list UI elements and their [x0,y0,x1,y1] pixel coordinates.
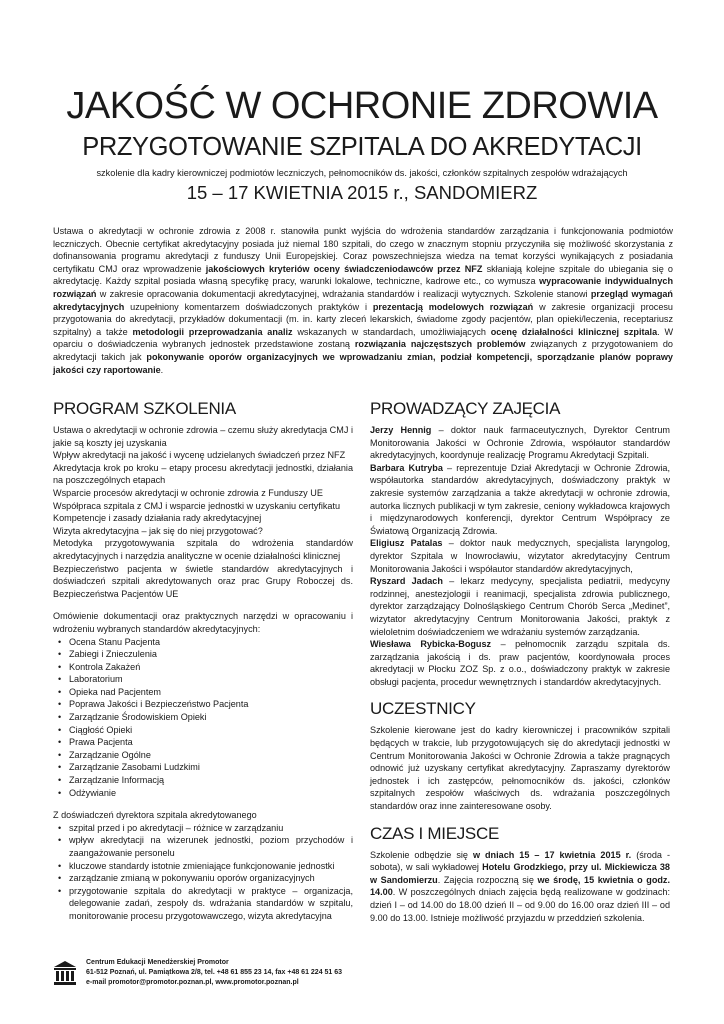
list-item: • przygotowanie szpitala do akredytacji w praktyce – organizacja, delegowanie zadań, zespoły ds. wdrażania standardów w szpitalu, monitorowanie procesu przygotowawczego, wizyta akredytacyjna [53,885,353,923]
main-subtitle: PRZYGOTOWANIE SZPITALA DO AKREDYTACJI [82,133,642,161]
trainer-item: Barbara Kutryba – reprezentuje Dział Akredytacji w Ochronie Zdrowia, współautorka standardów akredytacyjnych, doświadczony praktyk w zakresie systemów zarządzania a także akredytacji w ochronie zdrowia, autorka licznych publikacji w tym zakresie, ceniony wykładowca krajowych i międzynarodowych konferencji, dyrektor Centrum Współpracy ze Światową Organizacją Zdrowia. [370,462,670,536]
footer-contact: e-mail promotor@promotor.poznan.pl, www.promotor.poznan.pl [86,979,299,986]
trainers-heading: PROWADZĄCY ZAJĘCIA [370,399,561,418]
program-line: Współpraca szpitala z CMJ i wsparcie jednostki w uzyskaniu certyfikatu [53,500,341,511]
list-item: • Ciągłość Opieki [53,724,353,737]
trainer-item: Eligiusz Patalas – doktor nauk medycznych, specjalista laryngolog, dyrektor Szpitala w Inowrocławiu, wizytator akredytacyjny Centrum Monitorowania Jakości i współautor standardów akredytacyjnych, [370,538,670,574]
list-item: • Zabiegi i Znieczulenia [53,648,353,661]
trainer-name: Wiesława Rybicka-Bogusz [370,639,492,650]
docs-intro: Omówienie dokumentacji oraz praktycznych narzędzi w opracowaniu i wdrożeniu wybranych standardów akredytacyjnych: [53,611,353,634]
list-item: • zarządzanie zmianą w pokonywaniu oporów organizacyjnych [53,872,353,885]
program-line: Metodyka przygotowywania szpitala do wdrożenia standardów akredytacyjnych i narzędzia analityczne w ocenie działalności klinicznej [53,538,353,561]
intro-paragraph: Ustawa o akredytacji w ochronie zdrowia z 2008 r. stanowiła punkt wyjścia do wdrożenia standardów zarządzania i funkcjonowania podmiotów leczniczych. Obecnie certyfikat akredytacyjny posiada już niemal 180 szpitali, do czego w znacznym stopniu przyczyniła się możliwość skorzystania z dofinansowania programu akredytacji z funduszy Unii Europejskiej. Coraz powszechniejsza wiedza na temat korzyści wynikających z posiadania certyfikatu CMJ oraz wprowadzenie jakościowych kryteriów oceny świadczeniodawców przez NFZ skłaniają kolejne szpitale do ubiegania się o akredytację. Każdy szpital posiada własną specyfikę pracy, warunki lokalowe, techniczne, kadrowe etc., co wymusza wypracowanie indywidualnych rozwiązań w zakresie opracowania dokumentacji akredytacyjnej, wdrażania standardów i realizacji wytycznych. Szkolenie stanowi przegląd wymagań akredytacyjnych uzupełniony komentarzem doświadczonych praktyków i prezentacją modelowych rozwiązań w zakresie organizacji procesu przygotowania do akredytacji, przykładów dokumentacji (m. in. karty zleceń lekarskich, świadome zgody pacjentów, plan opieki/leczenia, receptariusz szpitalny) a także metodologii przeprowadzania analiz wskazanych w standardach, umożliwiających ocenę działalności klinicznej szpitala. W oparciu o doświadczenia wybranych jednostek przedstawione zostaną rozwiązania najczęstszych problemów związanych z przygotowaniem do akredytacji takich jak pokonywanie oporów organizacyjnych we wprowadzaniu zmian, podział kompetencji, sporządzanie planów poprawy jakości czy raportowanie. [53,226,674,375]
info-column [370,398,670,924]
list-item: • Odżywianie [53,787,353,800]
trainer-name: Eligiusz Patalas [370,538,443,549]
footer [53,958,453,998]
trainer-name: Barbara Kutryba [370,462,443,473]
program-line: Ustawa o akredytacji w ochronie zdrowia – czemu służy akredytacja CMJ i jakie są koszty jej uzyskania [53,425,353,448]
participants-text: Szkolenie kierowane jest do kadry kierowniczej i pracowników szpitali będących w trakcie, lub przygotowujących się do akredytacji jednostki w Centrum Monitorowania Jakości w Ochronie Zdrowia a także pragnących odnowić już uzyskany certyfikat akredytacyjny. Zapraszamy dyrektorów jednostek i ich zastępców, pełnomocników ds. jakości, członków szpitalnych zespołów właściwych ds. wdrażania poszczególnych standardów oraz inne zainteresowane osoby. [370,725,670,812]
list-item: • Zarządzanie Zasobami Ludzkimi [53,761,353,774]
trainer-item: Jerzy Hennig – doktor nauk farmaceutycznych, Dyrektor Centrum Monitorowania Jakości w Ochronie Zdrowia, współautor standardów akredytacyjnych, koordynuje realizację Programu Akredytacji Szpitali. [370,425,670,461]
list-item: • Opieka nad Pacjentem [53,686,353,699]
list-item: • Poprawa Jakości i Bezpieczeństwo Pacjenta [53,698,353,711]
trainer-name: Ryszard Jadach [370,576,443,587]
program-line: Kompetencje i zasady działania rady akredytacyjnej [53,513,262,524]
experience-intro: Z doświadczeń dyrektora szpitala akredytowanego [53,810,257,821]
list-item: • Zarządzanie Ogólne [53,749,353,762]
time-place-text: Szkolenie odbędzie się w dniach 15 – 17 kwietnia 2015 r. (środa - sobota), w sali wykładowej Hotelu Grodzkiego, przy ul. Mickiewicza 38 w Sandomierzu. Zajęcia rozpoczną się we środę, 15 kwietnia o godz. 14.00. W poszczególnych dniach zajęcia będą realizowane w godzinach: dzień I – od 14.00 do 18.00 dzień II – od 9.00 do 16.00 oraz dzień III – od 9.00 do 13.00. Istnieje możliwość przyjazdu w przeddzień szkolenia. [370,849,671,923]
list-item: • kluczowe standardy istotnie zmieniające funkcjonowanie jednostki [53,860,353,873]
list-item: • Prawa Pacjenta [53,736,353,749]
program-line: Wpływ akredytacji na jakość i wycenę udzielanych świadczeń przez NFZ [53,450,346,461]
list-item: • Zarządzanie Środowiskiem Opieki [53,711,353,724]
trainer-item: Wiesława Rybicka-Bogusz – pełnomocnik zarządu szpitala ds. zarządzania jakością i ds. praw pacjentów, koordynowała proces akredytacji w Płocku ZOZ Sp. z o.o., doświadczony praktyk w zakresie obsługi pacjenta, procedur wewnętrznych i standardów akredytacyjnych. [370,639,671,687]
program-line: Wsparcie procesów akredytacji w ochronie zdrowia z Funduszy UE [53,487,323,498]
footer-org: Centrum Edukacji Menedżerskiej Promotor [86,959,229,966]
program-heading: PROGRAM SZKOLENIA [53,399,236,418]
list-item: • Zarządzanie Informacją [53,774,353,787]
list-item: • wpływ akredytacji na wizerunek jednostki, poziom przychodów i zaangażowanie personelu [53,834,353,859]
experience-list [53,822,353,923]
list-item: • szpital przed i po akredytacji – różnice w zarządzaniu [53,822,353,835]
program-column [53,398,353,923]
time-place-heading: CZAS I MIEJSCE [370,823,499,843]
trainers-list [370,424,670,688]
trainer-name: Jerzy Hennig [370,425,432,435]
date-place: 15 – 17 KWIETNIA 2015 r., SANDOMIERZ [186,182,538,203]
program-line: Wizyta akredytacyjna – jak się do niej przygotować? [53,525,263,536]
building-columns-icon [53,960,77,986]
program-line: Akredytacja krok po kroku – etapy procesu akredytacji jednostki, działania na poszczególnych etapach [53,462,353,486]
main-title: JAKOŚĆ W OCHRONIE ZDROWIA [66,85,658,127]
list-item: • Laboratorium [53,673,353,686]
trainer-item: Ryszard Jadach – lekarz medycyny, specjalista pediatrii, medycyny rodzinnej, anestezjologii i reanimacji, specjalista zdrowia publicznego, dyrektor zarządzający Dolnośląskiego Centrum Chorób Serca „Medinet”, wizytator akredytacyjny Centrum Monitorowania Jakości, praktyk z wieloletnim doświadczeniem we wdrażaniu systemów zarządzania. [370,576,670,637]
list-item: • Ocena Stanu Pacjenta [53,636,353,649]
footer-text [86,958,342,988]
participants-heading: UCZESTNICY [370,699,476,719]
audience-line: szkolenie dla kadry kierowniczej podmiotów leczniczych, pełnomocników ds. jakości, członków szpitalnych zespołów wdrażających [96,168,628,178]
footer-address: 61-512 Poznań, ul. Pamiątkowa 2/8, tel. +48 61 855 23 14, fax +48 61 224 51 63 [86,969,343,976]
program-lines [53,424,353,600]
program-line: Bezpieczeństwo pacjenta w świetle standardów akredytacyjnych i doświadczeń szpitali akredytowanych oraz prac Grupy Roboczej ds. Bezpieczeństwa Pacjentów UE [53,563,353,599]
list-item: • Kontrola Zakażeń [53,661,353,674]
docs-list [53,636,353,800]
